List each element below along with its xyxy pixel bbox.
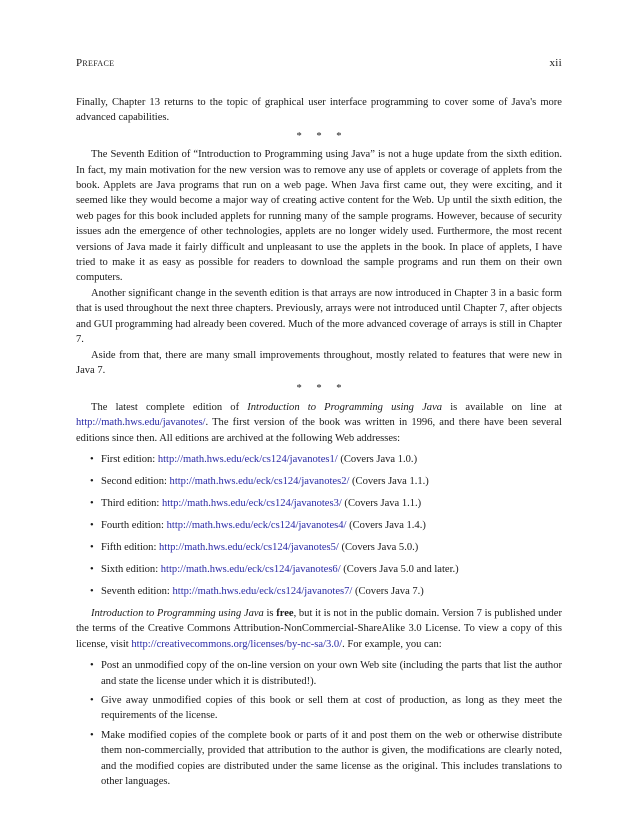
document-page [76,0,562,826]
javanotes-link[interactable]: http://math.hws.edu/javanotes/ [76,417,206,429]
seventh-edition-paragraph: The Seventh Edition of “Introduction to Programming using Java” is not a huge update from the sixth edition. In fact, my main motivation for the new version was to remove any use of applets or coverage of applets from the book. Applets are Java programs that run on a web page. When Java first came out, they were exciting, and it seemed like they would become a major way of creating active content for the Web. Up until the sixth edition, the web pages for this book included applets for running many of the sample programs. However, because of security issues adn the emergence of other technologies, applets are no longer widely used. Furthermore, the most recent versions of Java made it fairly difficult and unpleasant to use the applets in the book. In place of applets, I have tried to make it as easy as possible for readers to download the sample programs and run them on their own computers. [76,149,562,284]
edition-link[interactable]: http://math.hws.edu/eck/cs124/javanotes1/ [157,453,338,465]
section-title: Preface [76,57,115,69]
page-number: xii [549,57,562,69]
license-link[interactable]: http://creativecommons.org/licenses/by-nc-sa/3.0/ [131,638,343,650]
list-item: • Fifth edition: http://math.hws.edu/eck/cs124/javanotes5/ (Covers Java 5.0.) [90,540,562,555]
book-title: Introduction to Programming using Java [91,607,264,619]
bullet-icon: • [90,519,94,531]
list-item: • Make modified copies of the complete book or parts of it and post them on the web or otherwise distribute them non-commercially, provided that attribution to the author is given, the modifications are clearly noted, and the modified copies are distributed under the same license as the original. This includes translations to other languages. [90,729,562,787]
improvements-paragraph: Aside from that, there are many small improvements throughout, mostly related to features that were new in Java 7. [76,349,562,376]
running-header [76,57,562,73]
edition-link[interactable]: http://math.hws.edu/eck/cs124/javanotes6/ [160,563,341,575]
bullet-icon: • [90,729,94,741]
latest-edition-paragraph: The latest complete edition of Introduction to Programming using Java is available on line at http://math.hws.edu/javanotes/. The first version of the book was written in 1996, and there have been several editions since then. All editions are archived at the following Web addresses: [76,401,562,444]
section-separator: * * * [296,383,348,395]
bullet-icon: • [90,563,94,575]
list-item: • Sixth edition: http://math.hws.edu/eck/cs124/javanotes6/ (Covers Java 5.0 and later.) [90,562,562,577]
edition-link[interactable]: http://math.hws.edu/eck/cs124/javanotes2/ [169,475,350,487]
page-body [76,95,562,793]
book-title: Introduction to Programming using Java [247,401,443,413]
bullet-icon: • [90,453,94,465]
intro-paragraph: Finally, Chapter 13 returns to the topic of graphical user interface programming to cover some of Java's more advanced capabilities. [76,97,562,124]
editions-list [76,452,562,599]
list-item: • Second edition: http://math.hws.edu/eck/cs124/javanotes2/ (Covers Java 1.1.) [90,474,562,489]
list-item: • First edition: http://math.hws.edu/eck/cs124/javanotes1/ (Covers Java 1.0.) [90,452,562,467]
list-item: • Fourth edition: http://math.hws.edu/eck/cs124/javanotes4/ (Covers Java 1.4.) [90,518,562,533]
bullet-icon: • [90,497,94,509]
license-paragraph: Introduction to Programming using Java is free, but it is not in the public domain. Version 7 is published under the terms of the Creative Commons Attribution-NonCommercial-ShareAlike 3.0 License. To view a copy of this license, visit http://creativecommons.org/licenses/by-nc-sa/3.0/. For example, you can: [76,607,562,650]
edition-link[interactable]: http://math.hws.edu/eck/cs124/javanotes3/ [161,497,342,509]
list-item: • Seventh edition: http://math.hws.edu/eck/cs124/javanotes7/ (Covers Java 7.) [90,584,562,599]
free-emphasis: free [276,607,294,619]
bullet-icon: • [90,585,94,597]
bullet-icon: • [90,541,94,553]
permissions-list [76,658,562,789]
bullet-icon: • [90,475,94,487]
list-item: • Third edition: http://math.hws.edu/eck/cs124/javanotes3/ (Covers Java 1.1.) [90,496,562,511]
bullet-icon: • [90,660,94,672]
edition-link[interactable]: http://math.hws.edu/eck/cs124/javanotes4/ [166,519,347,531]
list-item: • Post an unmodified copy of the on-line version on your own Web site (including the parts that list the author and state the license under which it is distributed!). [90,660,562,687]
bullet-icon: • [90,694,94,706]
section-separator: * * * [296,130,348,142]
list-item: • Give away unmodified copies of this book or sell them at cost of production, as long as they meet the requirements of the license. [90,694,562,722]
edition-link[interactable]: http://math.hws.edu/eck/cs124/javanotes5/ [159,541,339,553]
arrays-paragraph: Another significant change in the seventh edition is that arrays are now introduced in Chapter 3 in a basic form that is used throughout the next three chapters. Previously, arrays were not introduced until Chapter 7, after objects and GUI programming had already been covered. Much of the more advanced coverage of arrays is still in Chapter 7. [76,287,562,346]
edition-link[interactable]: http://math.hws.edu/eck/cs124/javanotes7/ [172,585,353,597]
